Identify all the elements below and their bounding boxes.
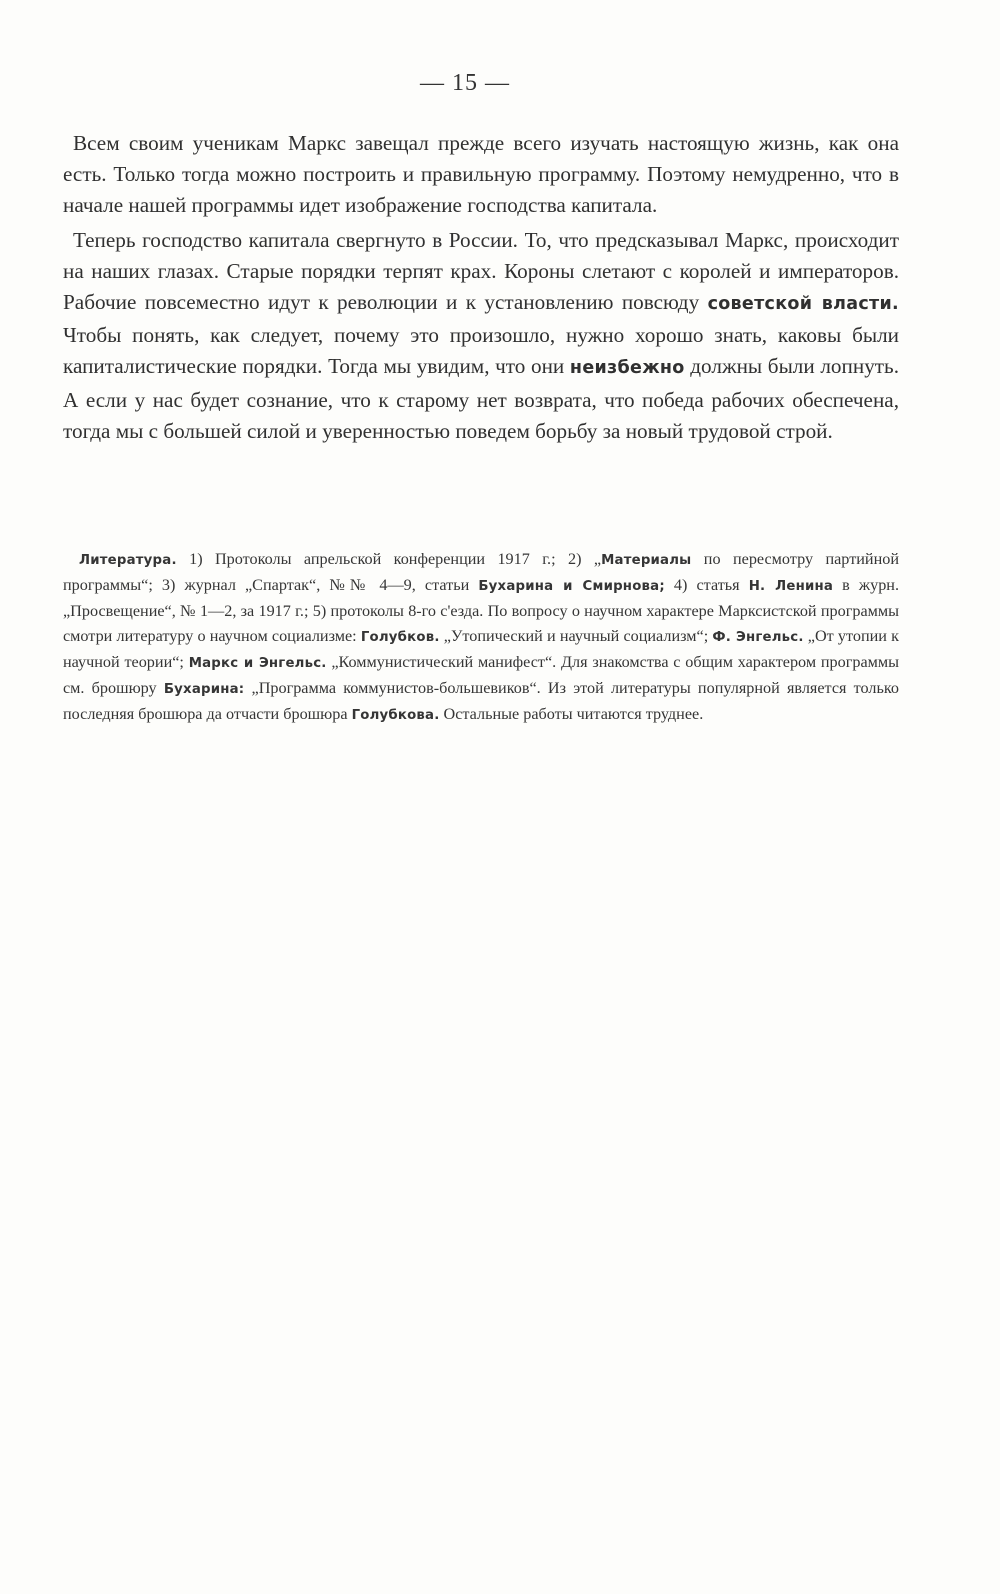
author-engels: Ф. Энгельс. — [712, 629, 804, 645]
literature-heading: Литература. — [79, 553, 177, 568]
text-segment: 4) статья — [664, 576, 749, 595]
author-bukharin: Бухарина: — [163, 682, 245, 698]
paragraph-1 — [63, 128, 899, 222]
text-segment: „От утопии к научной теории“; — [63, 626, 900, 671]
text-segment: Теперь господство капитала свергнуто в России. То, что предсказывал Маркс, происходит на наших глазах. Старые порядки терпят крах. Короны слетают с королей и императоров. Рабочие повсеместно идут к революции и к установлению повсюду — [63, 227, 899, 315]
emphasis-soviet-power: советской власти. — [707, 294, 899, 315]
text-segment: 1) Протоколы апрельской конференции 1917 г.; 2) „ — [176, 550, 602, 568]
author-golubkov: Голубков. — [360, 629, 440, 645]
author-lenin: Н. Ленина — [748, 579, 834, 595]
text-segment: „Утопический и научный социализм“; — [439, 626, 713, 645]
text-segment: должны были лопнуть. А если у нас будет сознание, что к старому нет возврата, что победа рабочих обеспечена, тогда мы с большей силой и уверенностью поведем борьбу за новый трудовой строй. — [63, 354, 900, 443]
text-segment: в журн. „Просвещение“, № 1—2, за 1917 г.; 5) протоколы 8-го с'езда. По вопросу о научном характере Марксистской программы смотри литературу о научном социализме: — [63, 576, 899, 645]
main-text — [63, 128, 899, 447]
emphasis-materials: Материалы — [601, 553, 692, 568]
text-segment: Чтобы понять, как следует, почему это произошло, нужно хорошо знать, каковы были капиталистические порядки. Тогда мы увидим, что они — [63, 323, 899, 379]
text-segment: по пересмотру партийной программы“; 3) журнал „Спартак“, №№ 4—9, статьи — [63, 550, 900, 595]
text-segment: Всем своим ученикам Маркс завещал прежде всего изучать настоящую жизнь, как она есть. Только тогда можно построить и правильную программу. Поэтому немудренно, что в начале нашей программы идет изображение господства капитала. — [63, 131, 899, 218]
author-bukharin-smirnov: Бухарина и Смирнова; — [478, 579, 665, 595]
page-number: — 15 — — [420, 70, 510, 96]
author-golubkov-2: Голубкова. — [351, 708, 440, 724]
emphasis-inevitably: неизбежно — [569, 358, 685, 379]
author-marx-engels: Маркс и Энгельс. — [188, 655, 327, 671]
text-segment: „Коммунистический манифест“. Для знакомства с общим характером программы см. брошюру — [63, 652, 899, 698]
text-segment: Остальные работы читаются труднее. — [439, 705, 704, 724]
literature-paragraph — [63, 547, 899, 728]
text-segment: „Программа коммунистов-большевиков“. Из этой литературы популярной является только последняя брошюра да отчасти брошюра — [63, 679, 899, 724]
paragraph-2 — [63, 225, 899, 447]
literature-section — [63, 547, 899, 728]
